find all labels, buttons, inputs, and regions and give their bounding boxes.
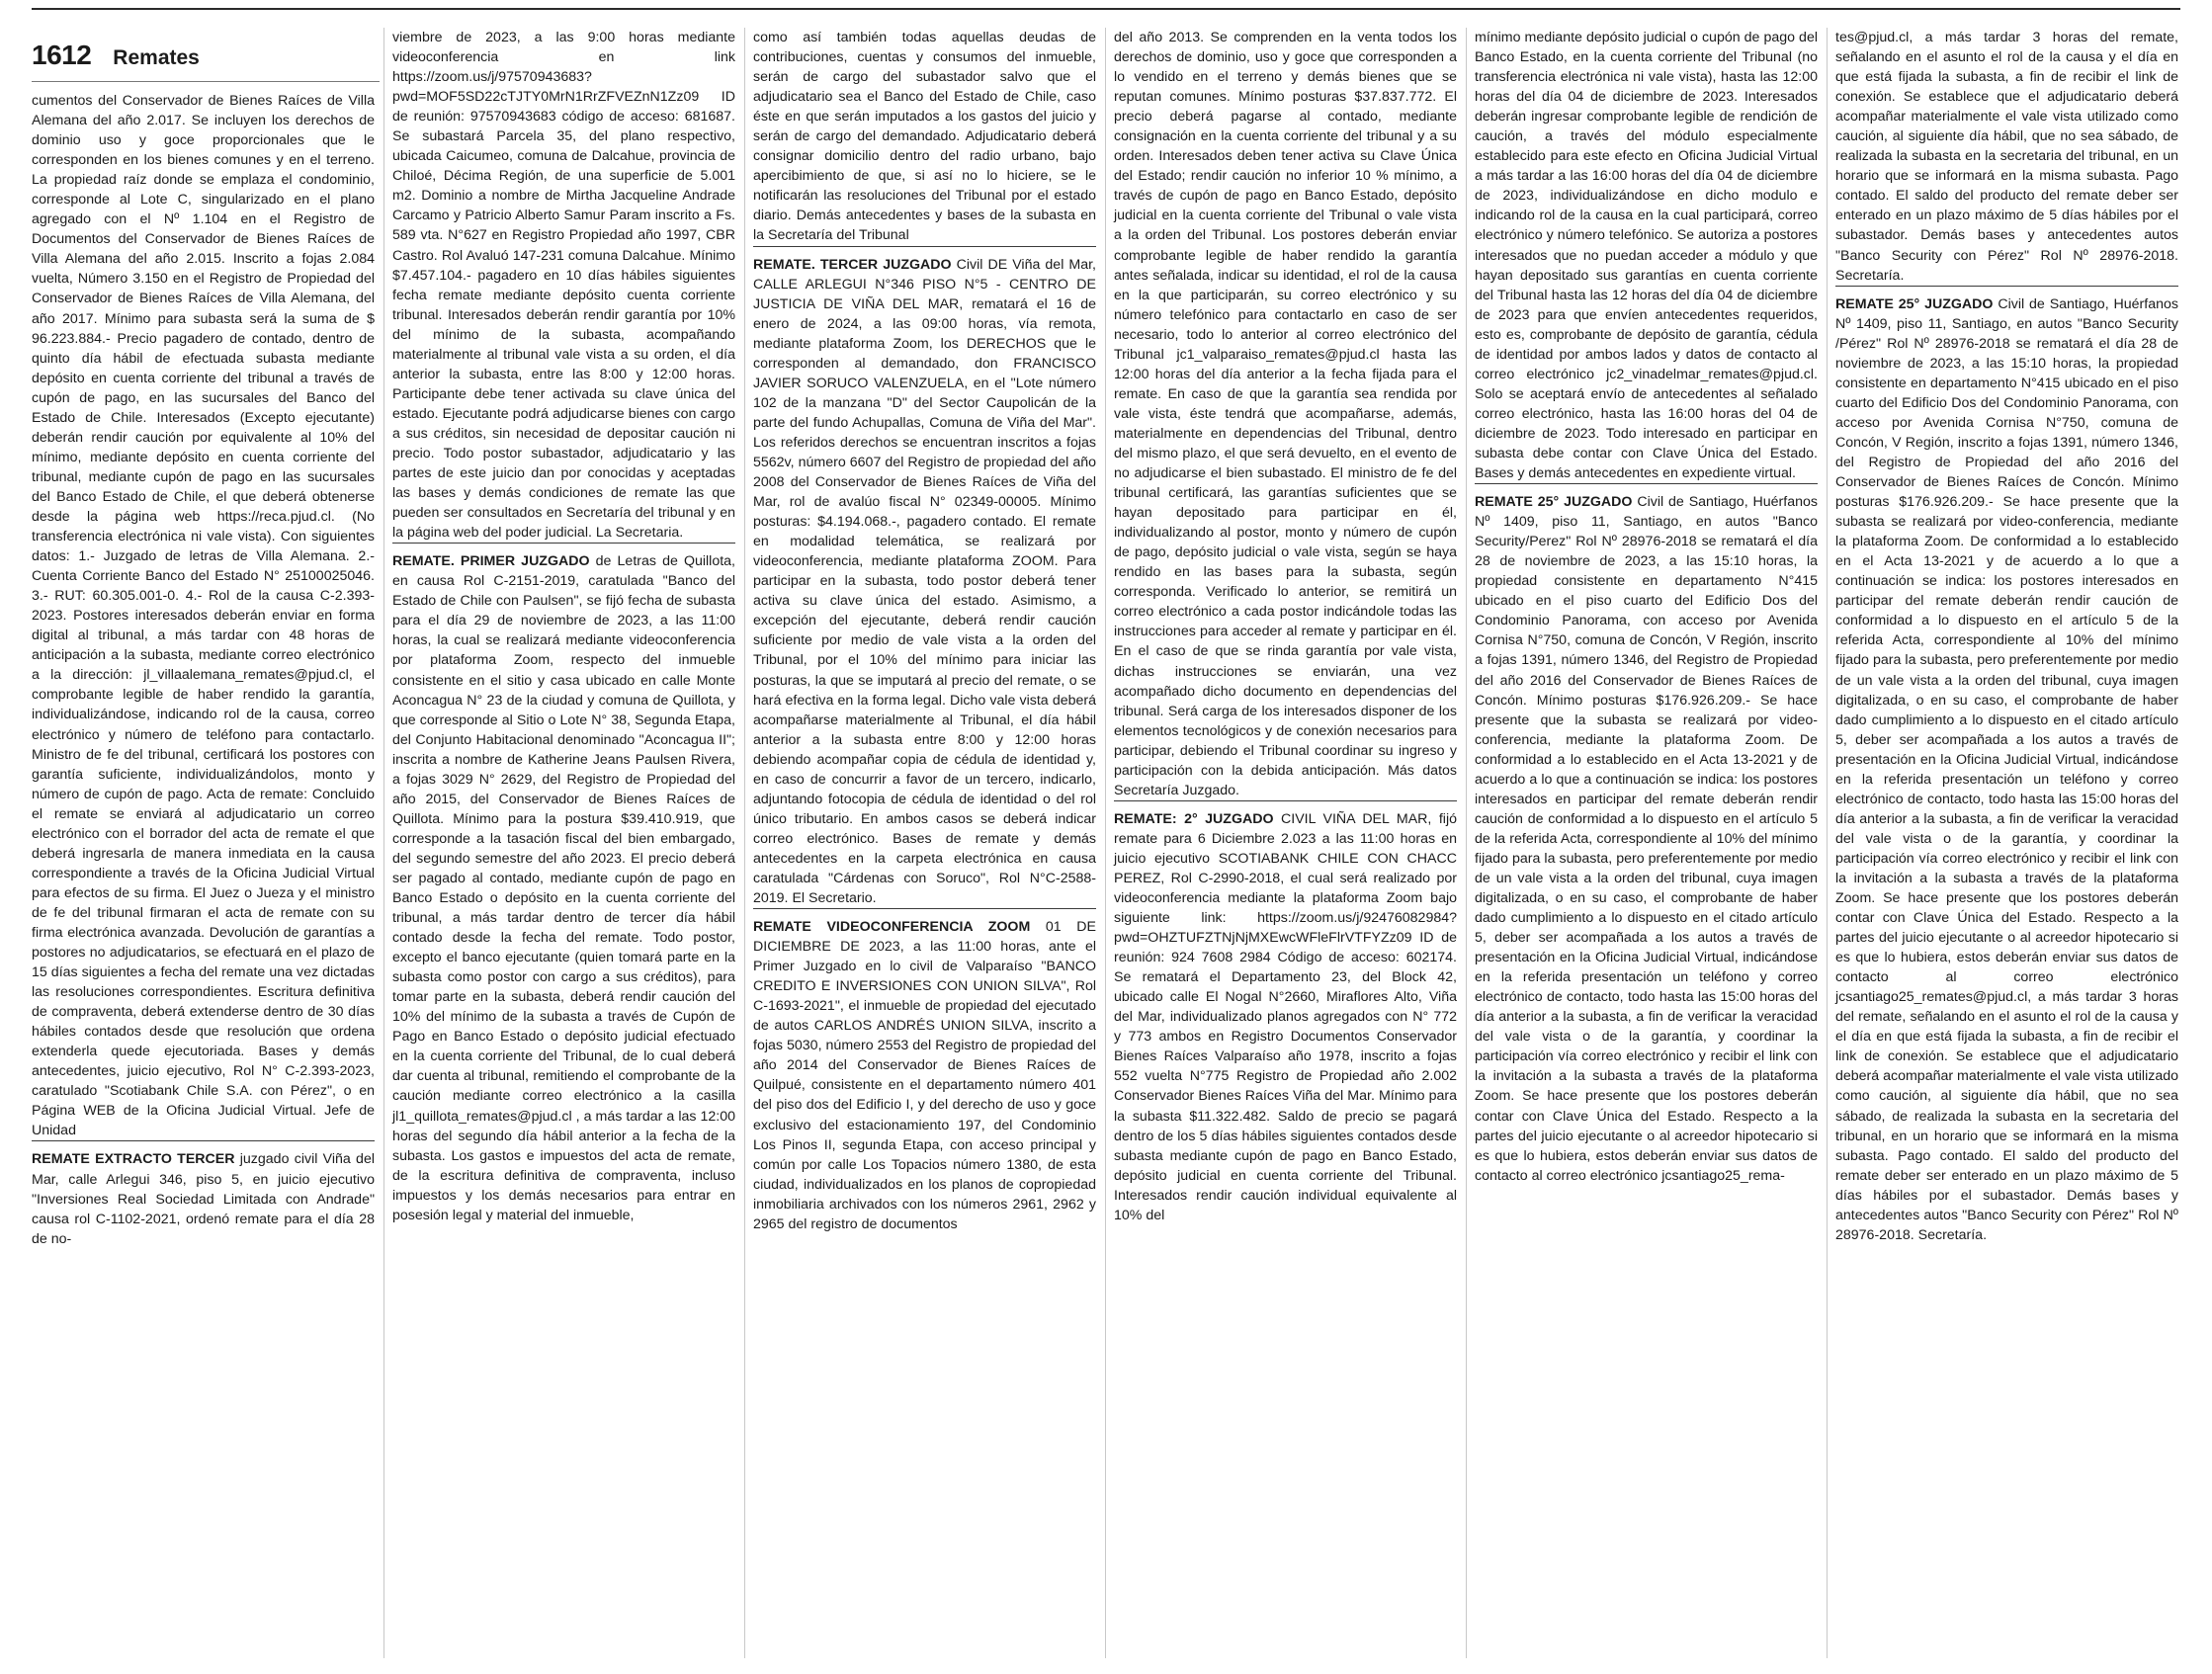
notice-text: 01 DE DICIEMBRE DE 2023, a las 11:00 horas, ante el Primer Juzgado en lo civil de Valparaíso "BANCO CREDITO E INVERSIONES CON UNION SILVA", Rol C-1693-2021", el inmueble de propiedad del ejecutado de autos CARLOS ANDRÉS UNION SILVA, inscrito a fojas 5030, número 2553 del Registro de propiedad del año 2014 del Conservador de Bienes Raíces de Quilpué, consistente en el departamento número 401 del piso dos del Edificio I, y del derecho de uso y goce exclusivo del estacionamiento 197, del Condominio Los Pinos II, segunda Etapa, con acceso principal y común por calle Los Topacios número 1380, de esta ciudad, individualizados en los planos de copropiedad inmobiliaria archivados con los números 2961, 2962 y 2965 del registro de documentos [753, 919, 1096, 1232]
notice-body [753, 28, 1096, 246]
page-number: 1612 [32, 40, 92, 70]
notice-title: REMATE 25° JUZGADO [1835, 295, 1994, 312]
notice [753, 908, 1096, 1234]
notice [392, 543, 735, 1225]
column-6 [1827, 28, 2178, 1658]
notice-text: del año 2013. Se comprenden en la venta todos los derechos de dominio, uso y goce que corresponden a lo vendido en el terreno y demás bienes que se reputan comunes. Mínimo posturas $37.837.772. El precio deberá pagarse al contado, mediante consignación en la cuenta corriente del tribunal y a su orden. Interesados deben tener activa su Clave Única del Estado; rendir caución no inferior 10 % mínimo, a través de cupón de pago en Banco Estado, depósito judicial en la cuenta corriente del Tribunal o vale vista a la orden del Tribunal. Los postores deberán enviar comprobante legible de haber rendido la garantía antes señalada, indicar su identidad, el rol de la causa en la que participarán, su correo electrónico y su número telefónico para contactarlo en caso de ser necesario, todo lo anterior al correo electrónico del Tribunal jc1_valparaiso_remates@pjud.cl hasta las 12:00 horas del día anterior a la fecha fijada para el remate. En caso de que la garantía sea rendida por vale vista, éste tendrá que acompañarse, además, materialmente en dependencias del Tribunal, dentro del mismo plazo, el que será devuelto, en el evento de no adjudicarse el bien subastado. El ministro de fe del tribunal certificará, las garantías suficientes que se hayan depositado para participar en él, individualizando al postor, monto y número de cupón de pago, depósito judicial o vale vista, según se haya rendido en las bases para la subasta, según corresponda. Verificado lo anterior, se remitirá un correo electrónico a cada postor indicándole todas las instrucciones para acceder al remate y participar en él. En el caso de que se rinda garantía por vale vista, dichas instrucciones se enviarán, una vez acompañado dicho documento en dependencias del tribunal. Será carga de los interesados disponer de los elementos tecnológicos y de conexión necesarios para participar, debiendo el Tribunal coordinar su ingreso y participación con la debida anticipación. Más datos Secretaría Juzgado. [1114, 30, 1457, 798]
notice [1835, 286, 2178, 1245]
notice-body [1114, 28, 1457, 800]
notice [1475, 483, 1818, 1186]
section-title: Remates [113, 46, 200, 69]
notice-title: REMATE. TERCER JUZGADO [753, 256, 952, 273]
text-columns [32, 28, 2178, 1658]
notice-text: Civil DE Viña del Mar, CALLE ARLEGUI N°346 PISO N°5 - CENTRO DE JUSTICIA DE VIÑA DEL MAR, rematará el 16 de enero de 2024, a las 09:00 horas, vía remota, mediante plataforma Zoom, los DERECHOS que le corresponden al demandado, don FRANCISCO JAVIER SORUCO VALENZUELA, en el "Lote número 102 de la manzana "D" del Sector Caupolicán de la parte del fundo Achupallas, Comuna de Viña del Mar". Los referidos derechos se encuentran inscritos a fojas 5562v, número 6607 del Registro de propiedad del año 2008 del Conservador de Bienes Raíces de Viña del Mar, rol de avalúo fiscal N° 02349-00005. Mínimo posturas: $4.194.068.-, pagadero contado. El remate en modalidad telemática, se realizará por videoconferencia, mediante plataforma ZOOM. Para participar en la subasta, todo postor deberá tener activa su clave única del estado. Asimismo, a excepción del ejecutante, deberá rendir caución suficiente por medio de vale vista a la orden del Tribunal, por el 10% del mínimo para iniciar las posturas, la que se imputará al precio del remate, o se hará efectiva en la forma legal. Dicho vale vista deberá acompañarse materialmente al Tribunal, el día hábil anterior a la subasta entre 8:00 y 12:00 horas debiendo acompañar copia de cédula de identidad y, en caso de concurrir a favor de un tercero, indicarlo, adjuntando fotocopia de cédula de identidad o del rol único tributario. En ambos casos se deberá indicar correo electrónico. Bases de remate y demás antecedentes en la carpeta electrónica en causa caratulada "Cárdenas con Soruco", Rol N°C-2588-2019. El Secretario. [753, 256, 1096, 907]
notice-text: juzgado civil Viña del Mar, calle Arlegui 346, piso 5, en juicio ejecutivo "Inversiones Real Sociedad Limitada con Andrade" causa rol C-1102-2021, ordenó remate para el día 28 de no- [32, 1151, 375, 1247]
notice-title: REMATE 25° JUZGADO [1475, 494, 1633, 511]
column-5 [1466, 28, 1818, 1658]
notice [753, 246, 1096, 909]
top-rule [32, 8, 2180, 10]
notice-text: cumentos del Conservador de Bienes Raíces de Villa Alemana del año 2.017. Se incluyen los derechos de dominio uso y goce proporcionales que le corresponden en los bienes comunes y en el terreno. La propiedad raíz donde se emplaza el condominio, corresponde al Lote C, singularizado en el plano agregado con el Nº 1.104 en el Registro de Documentos del Conservador de Bienes Raíces de Villa Alemana del año 2.015. Inscrito a fojas 2.084 vuelta, Número 3.150 en el Registro de Propiedad del Conservador de Bienes Raíces de Villa Alemana, del año 2017. Mínimo para subasta será la suma de $ 96.223.884.- Precio pagadero de contado, dentro de quinto día hábil de efectuada subasta mediante depósito en cuenta corriente del tribunal a través de cupón de pago, en las sucursales del Banco del Estado de Chile. Interesados (Excepto ejecutante) deberán rendir caución por equivalente al 10% del mínimo, mediante depósito en cuenta corriente del tribunal, mediante cupón de pago en las sucursales del Banco Estado de Chile, el que deberá obtenerse desde la página web https://reca.pjud.cl. (No transferencia electrónica ni vale vista). Con siguientes datos: 1.- Juzgado de letras de Villa Alemana. 2.- Cuenta Corriente Banco del Estado N° 25100025046. 3.- RUT: 60.305.001-0. 4.- Rol de la causa C-2.393-2023. Postores interesados deberán enviar en forma digital al tribunal, a más tardar con 48 horas de anticipación a la subasta, mediante correo electrónico a la dirección: jl_villaalemana_remates@pjud.cl, el comprobante legible de haber rendido la garantía, individualizándose, indicando rol de la causa, correo electrónico y número de teléfono para contactarlo. Ministro de fe del tribunal, certificará los postores con garantía suficiente, individualizándolos, monto y número de cupón de pago. Acta de remate: Concluido el remate se enviará al adjudicatario un correo electrónico con el borrador del acta de remate el que deberá ingresarla de manera inmediata en la causa correspondiente a través de la Oficina Judicial Virtual para efectos de su firma. El Juez o Jueza y el ministro de fe del tribunal firmaran el acta de remate con su firma electrónica avanzada. Devolución de garantías a postores no adjudicatarios, se efectuará en el plazo de 15 días siguientes a fecha del remate una vez dictadas las resoluciones correspondientes. Escritura definitiva de compraventa, deberá extenderse dentro de 30 días hábiles contados desde que resolución que ordena extenderla quede ejecutoriada. Bases y demás antecedentes, juicio ejecutivo, Rol N° C-2.393-2023, caratulado "Scotiabank Chile S.A. con Pérez", o en Página WEB de la Oficina Judicial Virtual. Jefe de Unidad [32, 93, 375, 1139]
notice [32, 1140, 375, 1248]
notice-title: REMATE VIDEOCONFERENCIA ZOOM [753, 919, 1031, 936]
notice-body [1835, 28, 2178, 286]
notice-body [392, 28, 735, 543]
column-4 [1105, 28, 1457, 1658]
notice-text: CIVIL VIÑA DEL MAR, fijó remate para 6 Diciembre 2.023 a las 11:00 horas en juicio ejecutivo SCOTIABANK CHILE CON CHACC PEREZ, Rol C-2990-2018, el cual será realizado por videoconferencia mediante la plataforma Zoom bajo siguiente link: https://zoom.us/j/92476082984?pwd=OHZTUFZTNjNjMXEwcWFleFlrVTFYZz09 ID de reunión: 924 7608 2984 Código de acceso: 602174. Se rematará el Departamento 23, del Block 42, ubicado calle El Nogal N°2660, Miraflores Alto, Viña del Mar, individualizado planos agregados con N° 772 y 773 ambos en Registro Documentos Conservador Bienes Raíces Valparaíso año 1978, inscrito a fojas 552 vuelta N°775 Registro de Propiedad año 2.002 Conservador Bienes Raíces Viña del Mar. Mínimo para la subasta $11.322.482. Saldo de precio se pagará dentro de los 5 días hábiles siguientes contados desde subasta mediante cupón de pago en Banco Estado, depósito judicial en cuenta corriente del Tribunal. Interesados rendir caución individual equivalente al 10% del [1114, 810, 1457, 1223]
notice-body [1475, 28, 1818, 483]
column-3 [744, 28, 1096, 1658]
column-1 [32, 28, 375, 1658]
notice-title: REMATE. PRIMER JUZGADO [392, 553, 590, 570]
notice-body [32, 91, 375, 1140]
notice [1114, 800, 1457, 1225]
notice-title: REMATE: 2° JUZGADO [1114, 810, 1274, 827]
notice-text: de Letras de Quillota, en causa Rol C-2151-2019, caratulada "Banco del Estado de Chile con Paulsen", se fijó fecha de subasta para el día 29 de noviembre de 2023, a las 11:00 horas, la cual se realizará mediante videoconferencia por plataforma Zoom, respecto del inmueble consistente en el sitio y casa ubicado en calle Monte Aconcagua N° 23 de la ciudad y comuna de Quillota, y que corresponde al Sitio o Lote N° 38, Segunda Etapa, del Conjunto Habitacional denominado "Aconcagua II"; inscrita a nombre de Katherine Jeans Paulsen Rivera, a fojas 3029 N° 2629, del Registro de Propiedad del año 2015, del Conservador de Bienes Raíces de Quillota. Mínimo para la postura $39.410.919, que corresponde a la tasación fiscal del bien embargado, del segundo semestre del año 2023. El precio deberá ser pagado al contado, mediante cupón de pago en Banco Estado o depósito en la cuenta corriente del tribunal, a más tardar dentro de tercer día hábil contado desde la fecha del remate. Todo postor, excepto el banco ejecutante (quien tomará parte en la subasta como postor con cargo a sus créditos), para tomar parte en la subasta, deberá rendir caución del 10% del mínimo de la subasta a través de Cupón de Pago en Banco Estado o depósito judicial efectuado en la cuenta corriente del Tribunal, de lo cual deberá dar cuenta al tribunal, remitiendo el comprobante de la caución mediante correo electrónico a la casilla jl1_quillota_remates@pjud.cl , a más tardar a las 12:00 horas del segundo día hábil anterior a la fecha de la subasta. Los gastos e impuestos del acta de remate, de la escritura definitiva de compraventa, incluso impuestos y los demás necesarios para entrar en posesión legal y material del inmueble, [392, 553, 735, 1223]
notice-text: Civil de Santiago, Huérfanos Nº 1409, piso 11, Santiago, en autos "Banco Security/Perez" Rol Nº 28976-2018 se rematará el día 28 de noviembre de 2023, a las 15:10 horas, la propiedad consistente en departamento N°415 ubicado en el piso cuarto del Edificio Dos del Condominio Panorama, con acceso por Avenida Cornisa N°750, comuna de Concón, V Región, inscrito a fojas 1391, número 1346, del Registro de Propiedad del año 2016 del Conservador de Bienes Raíces de Concón. Mínimo posturas $176.926.209.- Se hace presente que la subasta se realizará por video-conferencia, mediante la plataforma Zoom. De conformidad a lo establecido en el Acta 13-2021 y de acuerdo a lo que a continuación se indica: los postores interesados en participar del remate deberán rendir caución de conformidad a lo dispuesto en el artículo 5 de la referida Acta, correspondiente al 10% del mínimo fijado para la subasta, pero preferentemente por medio de un vale vista a la orden del tribunal, cuya imagen digitalizada, o en su caso, el comprobante de haber dado cumplimiento a lo dispuesto en el citado artículo 5, deber ser acompañada a los autos a través de presentación en la Oficina Judicial Virtual, indicándose en la referida presentación un teléfono y correo electrónico de contacto, todo hasta las 15:00 horas del día anterior a la subasta, a fin de verificar la veracidad del vale vista o de la garantía, y coordinar la participación vía correo electrónico y recibir el link con la invitación a la subasta a través de la plataforma Zoom. Se hace presente que los postores deberán contar con Clave Única del Estado. Respecto a la partes del juicio ejecutante o al acreedor hipotecario si es que lo hubiera, estos deberán enviar sus datos de contacto al correo electrónico jcsantiago25_rema- [1475, 494, 1818, 1184]
notice-title: REMATE EXTRACTO TERCER [32, 1151, 235, 1168]
notice-text: viembre de 2023, a las 9:00 horas mediante videoconferencia en link https://zoom.us/j/97570943683?pwd=MOF5SD22cTJTY0MrN1RrZFVEZnN1Zz09 ID de reunión: 97570943683 código de acceso: 681687. Se subastará Parcela 35, del plano respectivo, ubicada Caicumeo, comuna de Dalcahue, provincia de Chiloé, Décima Región, de una superficie de 5.001 m2. Dominio a nombre de Mirtha Jacqueline Andrade Carcamo y Patricio Alberto Samur Param inscrito a Fs. 589 vta. N°627 en Registro Propiedad año 1997, CBR Castro. Rol Avaluó 147-231 comuna Dalcahue. Mínimo $7.457.104.- pagadero en 10 días hábiles siguientes fecha remate mediante depósito cuenta corriente tribunal. Interesados deberán rendir garantía por 10% del mínimo de la subasta, acompañando materialmente al tribunal vale vista a su orden, el día anterior la subasta, entre las 8:00 y 12:00 horas. Participante debe tener activada su clave única del estado. Ejecutante podrá adjudicarse bienes con cargo a sus créditos, sin necesidad de depositar caución ni precio. Todo postor subastador, adjudicatario y las partes de este juicio dan por conocidas y aceptadas las bases y demás condiciones de remate las que pueden ser consultados en Secretaría del tribunal y en la página web del poder judicial. La Secretaria. [392, 30, 735, 542]
notice-text: como así también todas aquellas deudas de contribuciones, cuentas y consumos del inmueble, serán de cargo del subastador salvo que el adjudicatario sea el Banco del Estado de Chile, caso éste en que serán imputados a los gastos del juicio y serán de cargo del demandado. Adjudicatario deberá consignar domicilio dentro del radio urbano, bajo apercibimiento de que, si así no lo hiciere, se le notificarán las resoluciones del Tribunal por el estado diario. Demás antecedentes y bases de la subasta en la Secretaría del Tribunal [753, 30, 1096, 244]
notice-text: mínimo mediante depósito judicial o cupón de pago del Banco Estado, en la cuenta corriente del Tribunal (no transferencia electrónica ni vale vista), hasta las 12:00 horas del día 04 de diciembre de 2023. Interesados deberán ingresar comprobante legible de rendición de caución, a través del módulo especialmente establecido para este efecto en Oficina Judicial Virtual a más tardar a las 16:00 horas del día 04 de diciembre de 2023, individualizándose en dicho modulo e indicando rol de la causa en la cual participará, correo electrónico y número telefónico. Se autoriza a postores interesados que no puedan acceder a módulo y que hayan depositado sus garantías en cuenta corriente del Tribunal hasta las 12 horas del día 04 de diciembre de 2023 para que envíen antecedentes requeridos, esto es, comprobante de depósito de garantía, cédula de identidad por ambos lados y datos de contacto al correo electrónico jc2_vinadelmar_remates@pjud.cl. Solo se aceptará envío de antecedentes al señalado correo electrónico, hasta las 16:00 horas del 04 de diciembre de 2023. Todo interesado en participar en subasta debe contar con Clave Única del Estado. Bases y demás antecedentes en expediente virtual. [1475, 30, 1818, 482]
notice-text: Civil de Santiago, Huérfanos Nº 1409, piso 11, Santiago, en autos "Banco Security /Pérez" Rol Nº 28976-2018 se rematará el día 28 de noviembre de 2023, a las 15:10 horas, la propiedad consistente en departamento N°415 ubicado en el piso cuarto del Edificio Dos del Condominio Panorama, con acceso por Avenida Cornisa N°750, comuna de Concón, V Región, inscrito a fojas 1391, número 1346, del Registro de Propiedad del año 2016 del Conservador de Bienes Raíces de Concón. Mínimo posturas $176.926.209.- Se hace presente que la subasta se realizará por video-conferencia, mediante la plataforma Zoom. De conformidad a lo establecido en el Acta 13-2021 y de acuerdo a lo que a continuación se indica: los postores interesados en participar del remate deberán rendir caución de conformidad a lo dispuesto en el artículo 5 de la referida Acta, correspondiente al 10% del mínimo fijado para la subasta, pero preferentemente por medio de un vale vista a la orden del tribunal, cuya imagen digitalizada, o en su caso, el comprobante de haber dado cumplimiento a lo dispuesto en el citado artículo 5, deber ser acompañada a los autos a través de presentación en la Oficina Judicial Virtual, indicándose en la referida presentación un teléfono y correo electrónico de contacto, todo hasta las 15:00 horas del día anterior a la subasta, a fin de verificar la veracidad del vale vista o de la garantía, y coordinar la participación vía correo electrónico y recibir el link con la invitación a la subasta a través de la plataforma Zoom. Se hace presente que los postores deberán contar con Clave Única del Estado. Respecto a la partes del juicio ejecutante o al acreedor hipotecario si es que lo hubiera, estos deberán enviar sus datos de contacto al correo electrónico jcsantiago25_remates@pjud.cl, a más tardar 3 horas del remate, señalando en el asunto el rol de la causa y el día en que está fijada la subasta, a fin de recibir el link de conexión. Se establece que el adjudicatario deberá acompañar materialmente el vale vista utilizado como caución, al siguiente día hábil, que no sea sábado, de realizada la subasta en la secretaria del tribunal, en un horario que se informará en la misma subasta. Pago contado. El saldo del producto del remate deber ser enterado en un plazo máximo de 5 días hábiles por el subastador. Demás bases y antecedentes autos "Banco Security con Pérez" Rol Nº 28976-2018. Secretaría. [1835, 295, 2178, 1243]
column-2 [383, 28, 735, 1658]
notice-text: tes@pjud.cl, a más tardar 3 horas del remate, señalando en el asunto el rol de la causa y el día en que está fijada la subasta, a fin de recibir el link de conexión. Se establece que el adjudicatario deberá acompañar materialmente el vale vista utilizado como caución, al siguiente día hábil, que no sea sábado, de realizada la subasta en la secretaria del tribunal, en un horario que se informará en la misma subasta. Pago contado. El saldo del producto del remate deber ser enterado en un plazo máximo de 5 días hábiles por el subastador. Demás bases y antecedentes autos "Banco Security con Pérez" Rol Nº 28976-2018. Secretaría. [1835, 30, 2178, 284]
